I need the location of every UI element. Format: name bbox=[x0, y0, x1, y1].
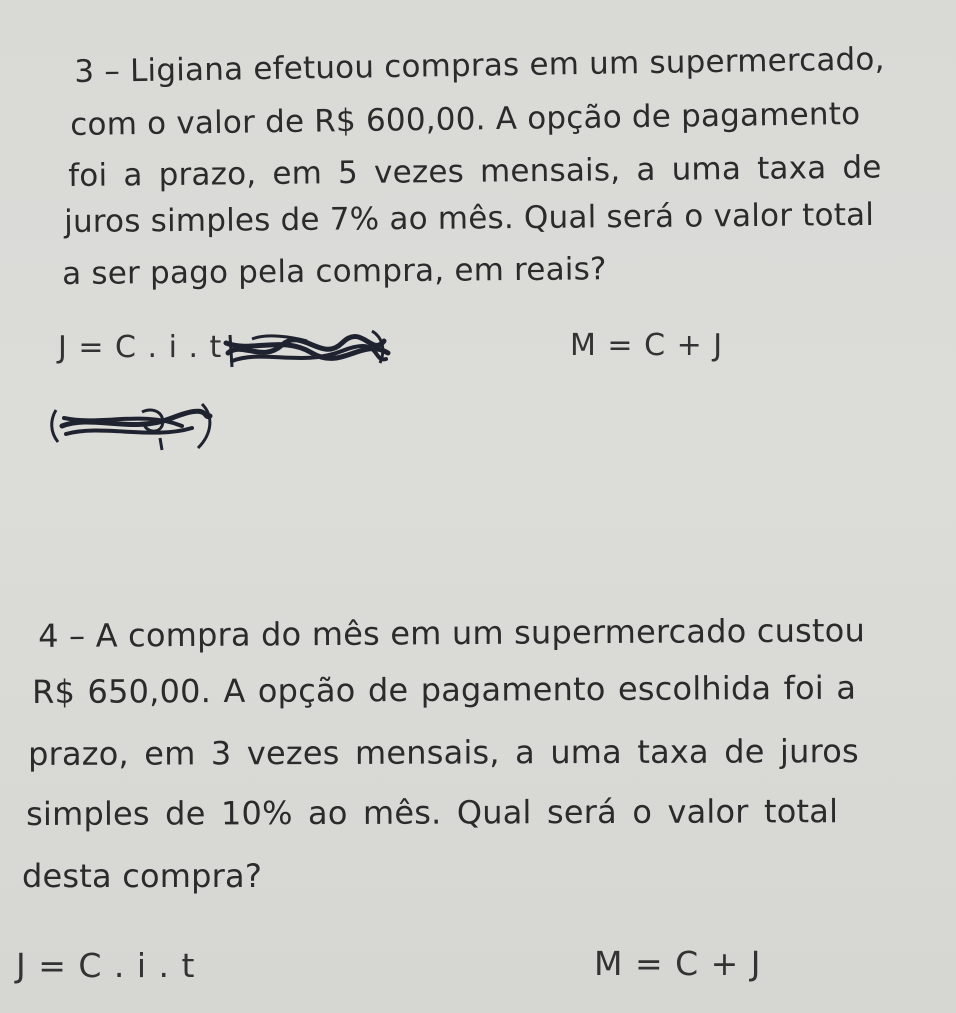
question-3-line-3: foi a prazo, em 5 vezes mensais, a uma taxa de bbox=[68, 149, 882, 194]
question-3-line-2: com o valor de R$ 600,00. A opção de pagamento bbox=[70, 95, 861, 143]
question-3-line-4: juros simples de 7% ao mês. Qual será o valor total bbox=[64, 196, 875, 240]
amount-formula-q4: M = C + J bbox=[594, 944, 762, 983]
crossed-out-scribble-1 bbox=[222, 323, 392, 373]
amount-formula: M = C + J bbox=[570, 328, 724, 363]
interest-formula: J = C . i . t bbox=[58, 330, 223, 365]
question-3-line-1: 3 – Ligiana efetuou compras em um supermercado, bbox=[74, 41, 885, 90]
interest-formula-q4: J = C . i . t bbox=[16, 946, 196, 985]
crossed-out-scribble-2 bbox=[42, 390, 222, 460]
question-4-line-2: R$ 650,00. A opção de pagamento escolhida foi a bbox=[32, 668, 857, 711]
question-4-line-4: simples de 10% ao mês. Qual será o valor total bbox=[26, 792, 839, 833]
question-4-line-5: desta compra? bbox=[22, 857, 263, 895]
question-3-line-5: a ser pago pela compra, em reais? bbox=[62, 251, 607, 292]
question-4-line-1: 4 – A compra do mês em um supermercado custou bbox=[38, 611, 866, 655]
question-4-line-3: prazo, em 3 vezes mensais, a uma taxa de juros bbox=[28, 732, 859, 773]
